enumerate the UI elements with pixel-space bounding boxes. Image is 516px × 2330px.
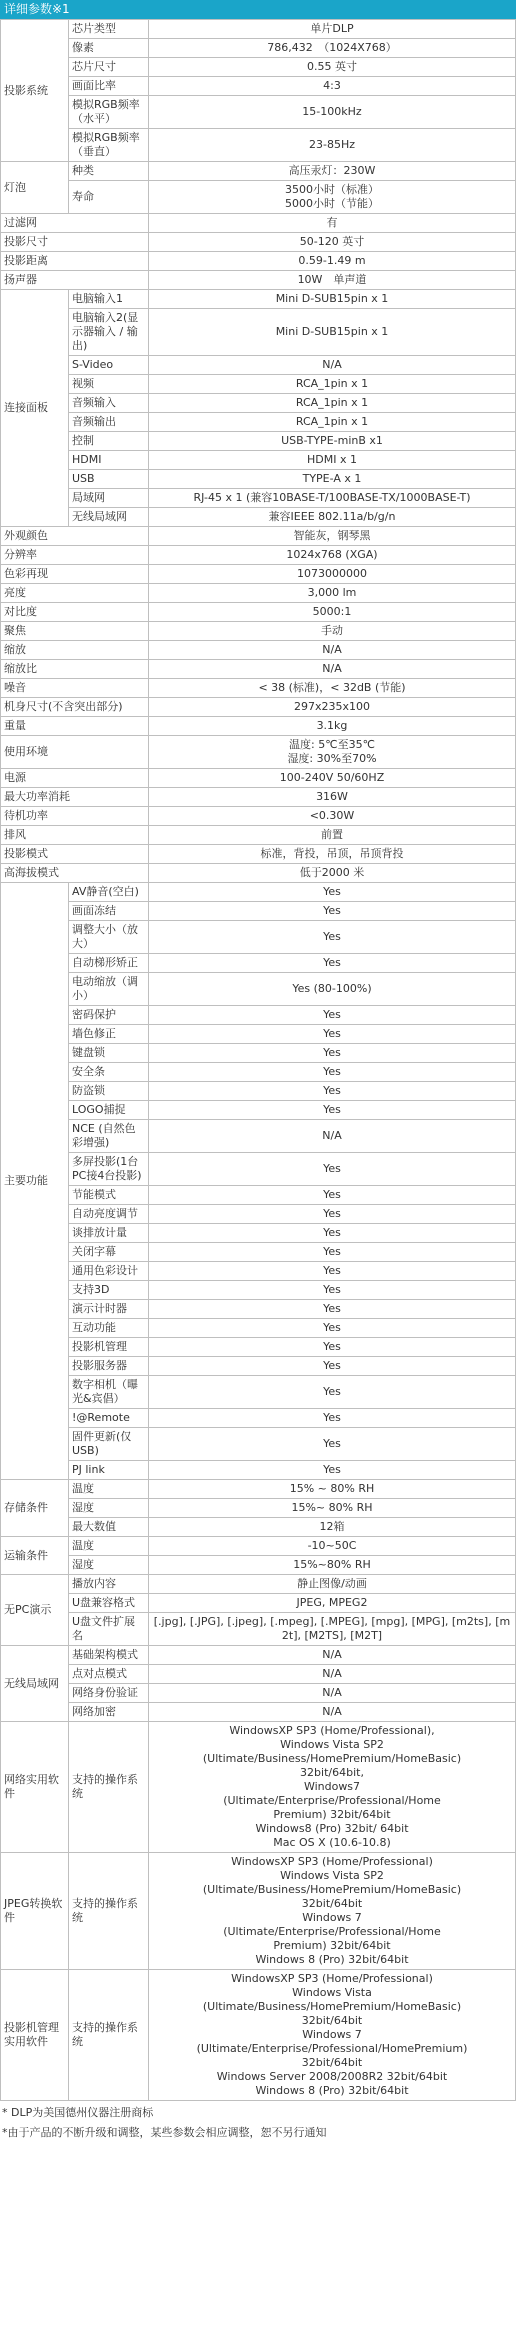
spec-item-label: 视频 — [69, 375, 149, 394]
spec-item-label: LOGO捕捉 — [69, 1101, 149, 1120]
spec-item-value: 3500小时（标准） 5000小时（节能） — [149, 181, 516, 214]
spec-item-label: 支持的操作系统 — [69, 1970, 149, 2101]
spec-item-value: Yes — [149, 1461, 516, 1480]
spec-row — [1, 1120, 516, 1153]
spec-group-label: 排风 — [1, 826, 149, 845]
spec-row — [1, 181, 516, 214]
spec-item-label: S-Video — [69, 356, 149, 375]
spec-item-label: 节能模式 — [69, 1186, 149, 1205]
spec-item-label: 湿度 — [69, 1499, 149, 1518]
spec-item-label: 自动梯形矫正 — [69, 954, 149, 973]
spec-item-value: HDMI x 1 — [149, 451, 516, 470]
spec-item-label: 音频输入 — [69, 394, 149, 413]
spec-item-label: 局域网 — [69, 489, 149, 508]
spec-row — [1, 129, 516, 162]
spec-row — [1, 736, 516, 769]
spec-item-label: U盘文件扩展名 — [69, 1613, 149, 1646]
spec-item-value: Yes — [149, 921, 516, 954]
spec-row — [1, 1556, 516, 1575]
spec-item-value: N/A — [149, 1684, 516, 1703]
spec-row — [1, 1646, 516, 1665]
spec-row — [1, 1101, 516, 1120]
spec-item-value: Yes — [149, 1082, 516, 1101]
spec-item-value: 10W 单声道 — [149, 271, 516, 290]
spec-section-title: 详细参数※1 — [4, 2, 70, 16]
spec-item-label: 像素 — [69, 39, 149, 58]
spec-row — [1, 1338, 516, 1357]
spec-item-label: 通用色彩设计 — [69, 1262, 149, 1281]
spec-row — [1, 1575, 516, 1594]
spec-row — [1, 546, 516, 565]
spec-row — [1, 584, 516, 603]
spec-item-value: 标准，背投，吊顶，吊顶背投 — [149, 845, 516, 864]
spec-item-value: Yes — [149, 883, 516, 902]
spec-item-label: 关闭字幕 — [69, 1243, 149, 1262]
spec-item-value: RCA_1pin x 1 — [149, 375, 516, 394]
spec-group-label: 连接面板 — [1, 290, 69, 527]
spec-item-value: 15-100kHz — [149, 96, 516, 129]
spec-item-label: 温度 — [69, 1537, 149, 1556]
spec-group-label: 对比度 — [1, 603, 149, 622]
spec-item-value: Yes — [149, 1300, 516, 1319]
spec-group-label: 运输条件 — [1, 1537, 69, 1575]
spec-row — [1, 1186, 516, 1205]
spec-row — [1, 679, 516, 698]
spec-row — [1, 622, 516, 641]
spec-item-label: 安全条 — [69, 1063, 149, 1082]
spec-item-value: Yes — [149, 1338, 516, 1357]
spec-item-label: 防盗锁 — [69, 1082, 149, 1101]
spec-item-label: 自动亮度调节 — [69, 1205, 149, 1224]
spec-row — [1, 660, 516, 679]
spec-item-value: Yes — [149, 1409, 516, 1428]
spec-item-value: 高压汞灯：230W — [149, 162, 516, 181]
spec-item-value: 786,432 （1024X768） — [149, 39, 516, 58]
spec-item-value: <0.30W — [149, 807, 516, 826]
spec-row — [1, 883, 516, 902]
spec-item-value: Yes — [149, 1319, 516, 1338]
spec-item-value: 4:3 — [149, 77, 516, 96]
spec-item-value: 静止图像/动画 — [149, 1575, 516, 1594]
spec-group-label: 最大功率消耗 — [1, 788, 149, 807]
spec-item-value: RCA_1pin x 1 — [149, 413, 516, 432]
spec-item-value: Yes — [149, 954, 516, 973]
spec-item-value: 有 — [149, 214, 516, 233]
spec-row — [1, 1461, 516, 1480]
spec-group-label: 色彩再现 — [1, 565, 149, 584]
spec-row — [1, 451, 516, 470]
spec-item-value: Mini D-SUB15pin x 1 — [149, 290, 516, 309]
spec-row — [1, 902, 516, 921]
spec-row — [1, 565, 516, 584]
spec-row — [1, 271, 516, 290]
spec-item-value: 3.1kg — [149, 717, 516, 736]
spec-item-label: 数字相机（曝光&宾倡） — [69, 1376, 149, 1409]
spec-item-value: 5000:1 — [149, 603, 516, 622]
spec-group-label: 投影模式 — [1, 845, 149, 864]
spec-item-label: 芯片类型 — [69, 20, 149, 39]
spec-item-value: RJ-45 x 1 (兼容10BASE-T/100BASE-TX/1000BASE-T) — [149, 489, 516, 508]
spec-row — [1, 641, 516, 660]
spec-row — [1, 973, 516, 1006]
spec-row — [1, 375, 516, 394]
spec-row — [1, 864, 516, 883]
spec-table — [0, 19, 516, 2101]
spec-row — [1, 788, 516, 807]
spec-item-value: 智能灰，钢琴黑 — [149, 527, 516, 546]
spec-item-value: Yes — [149, 1376, 516, 1409]
spec-item-label: 网络身份验证 — [69, 1684, 149, 1703]
spec-item-label: 投影机管理 — [69, 1338, 149, 1357]
spec-item-label: U盘兼容格式 — [69, 1594, 149, 1613]
spec-group-label: 重量 — [1, 717, 149, 736]
spec-item-value: WindowsXP SP3 (Home/Professional) Windows Vista SP2 (Ultimate/Business/HomePremium/HomeBasic) 32bit/64bit Windows 7 (Ultimate/Enterprise/Professional/Home Premium) 32bit/64bit Windows 8 (Pro) 32bit/64bit — [149, 1853, 516, 1970]
spec-row — [1, 77, 516, 96]
spec-group-label: 缩放比 — [1, 660, 149, 679]
spec-item-value: N/A — [149, 1120, 516, 1153]
spec-item-value: < 38 (标准)，< 32dB (节能) — [149, 679, 516, 698]
spec-item-label: 多屏投影(1台PC接4台投影) — [69, 1153, 149, 1186]
spec-row — [1, 845, 516, 864]
spec-item-value: N/A — [149, 660, 516, 679]
spec-item-label: 基础架构模式 — [69, 1646, 149, 1665]
spec-item-label: 调整大小（放大） — [69, 921, 149, 954]
spec-item-label: 演示计时器 — [69, 1300, 149, 1319]
spec-item-label: 模拟RGB频率（垂直） — [69, 129, 149, 162]
spec-group-label: 聚焦 — [1, 622, 149, 641]
spec-row — [1, 1722, 516, 1853]
spec-row — [1, 290, 516, 309]
spec-group-label: 使用环境 — [1, 736, 149, 769]
spec-row — [1, 1518, 516, 1537]
spec-row — [1, 96, 516, 129]
spec-item-label: 芯片尺寸 — [69, 58, 149, 77]
spec-row — [1, 470, 516, 489]
spec-item-value: Yes — [149, 1153, 516, 1186]
spec-group-label: 分辨率 — [1, 546, 149, 565]
spec-row — [1, 1480, 516, 1499]
spec-group-label: 存储条件 — [1, 1480, 69, 1537]
spec-group-label: 投影系统 — [1, 20, 69, 162]
spec-item-label: 寿命 — [69, 181, 149, 214]
spec-item-value: 15% ~ 80% RH — [149, 1480, 516, 1499]
spec-item-value: N/A — [149, 1703, 516, 1722]
spec-group-label: 无PC演示 — [1, 1575, 69, 1646]
spec-item-value: N/A — [149, 1665, 516, 1684]
spec-row — [1, 1262, 516, 1281]
spec-item-value: Yes — [149, 1025, 516, 1044]
spec-item-label: 电脑输入2(显示器输入 / 输出) — [69, 309, 149, 356]
spec-item-label: HDMI — [69, 451, 149, 470]
spec-item-label: 电脑输入1 — [69, 290, 149, 309]
spec-item-value: Yes — [149, 1428, 516, 1461]
footnote-2: *由于产品的不断升级和调整，某些参数会相应调整，恕不另行通知 — [2, 2126, 327, 2139]
spec-group-label: 高海拔模式 — [1, 864, 149, 883]
spec-item-value: Yes — [149, 1063, 516, 1082]
spec-group-label: 投影距离 — [1, 252, 149, 271]
spec-row — [1, 603, 516, 622]
spec-row — [1, 162, 516, 181]
spec-row — [1, 1300, 516, 1319]
spec-item-value: Yes — [149, 1205, 516, 1224]
spec-row — [1, 1703, 516, 1722]
spec-row — [1, 394, 516, 413]
spec-item-label: 支持3D — [69, 1281, 149, 1300]
spec-item-label: 种类 — [69, 162, 149, 181]
spec-row — [1, 1063, 516, 1082]
spec-row — [1, 1357, 516, 1376]
spec-row — [1, 1594, 516, 1613]
spec-row — [1, 1082, 516, 1101]
spec-item-value: N/A — [149, 356, 516, 375]
spec-group-label: 机身尺寸(不含突出部分) — [1, 698, 149, 717]
spec-row — [1, 527, 516, 546]
spec-row — [1, 233, 516, 252]
spec-item-label: 网络加密 — [69, 1703, 149, 1722]
spec-item-value: Yes (80-100%) — [149, 973, 516, 1006]
spec-group-label: 亮度 — [1, 584, 149, 603]
spec-item-value: -10~50C — [149, 1537, 516, 1556]
spec-group-label: 灯泡 — [1, 162, 69, 214]
spec-item-label: 电动缩放（调小） — [69, 973, 149, 1006]
spec-item-value: N/A — [149, 641, 516, 660]
spec-group-label: 缩放 — [1, 641, 149, 660]
spec-group-label: 无线局域网 — [1, 1646, 69, 1722]
spec-item-value: 316W — [149, 788, 516, 807]
spec-row — [1, 1006, 516, 1025]
spec-row — [1, 698, 516, 717]
spec-row — [1, 717, 516, 736]
spec-item-value: TYPE-A x 1 — [149, 470, 516, 489]
spec-row — [1, 356, 516, 375]
spec-item-value: Yes — [149, 1186, 516, 1205]
spec-row — [1, 807, 516, 826]
spec-item-value: RCA_1pin x 1 — [149, 394, 516, 413]
spec-item-value: Yes — [149, 1243, 516, 1262]
spec-item-label: 音频输出 — [69, 413, 149, 432]
spec-item-label: 键盘锁 — [69, 1044, 149, 1063]
spec-item-label: 画面比率 — [69, 77, 149, 96]
spec-item-value: Yes — [149, 1006, 516, 1025]
spec-item-label: 墙色修正 — [69, 1025, 149, 1044]
spec-row — [1, 1684, 516, 1703]
spec-item-label: USB — [69, 470, 149, 489]
spec-table-body — [1, 20, 516, 2101]
spec-group-label: 主要功能 — [1, 883, 69, 1480]
spec-item-label: NCE (自然色彩增强) — [69, 1120, 149, 1153]
spec-row — [1, 1853, 516, 1970]
spec-group-label: 待机功率 — [1, 807, 149, 826]
spec-row — [1, 1376, 516, 1409]
spec-item-label: 点对点模式 — [69, 1665, 149, 1684]
spec-row — [1, 1153, 516, 1186]
spec-row — [1, 1243, 516, 1262]
spec-item-label: AV静音(空白) — [69, 883, 149, 902]
spec-item-label: 固件更新(仅USB) — [69, 1428, 149, 1461]
spec-group-label: 投影机管理实用软件 — [1, 1970, 69, 2101]
spec-item-value: N/A — [149, 1646, 516, 1665]
spec-item-value: 低于2000 米 — [149, 864, 516, 883]
spec-row — [1, 1499, 516, 1518]
spec-row — [1, 1044, 516, 1063]
spec-item-value: Yes — [149, 1101, 516, 1120]
spec-row — [1, 39, 516, 58]
spec-group-label: 外观颜色 — [1, 527, 149, 546]
spec-item-label: 互动功能 — [69, 1319, 149, 1338]
spec-item-value: 23-85Hz — [149, 129, 516, 162]
spec-row — [1, 1537, 516, 1556]
spec-item-value: 手动 — [149, 622, 516, 641]
spec-row — [1, 432, 516, 451]
spec-group-label: 电源 — [1, 769, 149, 788]
spec-item-label: 密码保护 — [69, 1006, 149, 1025]
spec-item-value: 100-240V 50/60HZ — [149, 769, 516, 788]
spec-item-value: JPEG, MPEG2 — [149, 1594, 516, 1613]
spec-row — [1, 1025, 516, 1044]
spec-item-value: USB-TYPE-minB x1 — [149, 432, 516, 451]
spec-item-value: [.jpg], [.JPG], [.jpeg], [.mpeg], [.MPEG], [mpg], [MPG], [m2ts], [m2t], [M2TS], [M2T] — [149, 1613, 516, 1646]
spec-item-value: Yes — [149, 902, 516, 921]
spec-group-label: 过滤网 — [1, 214, 149, 233]
spec-row — [1, 954, 516, 973]
footnote-1: * DLP为美国德州仪器注册商标 — [2, 2106, 154, 2119]
spec-item-value: Mini D-SUB15pin x 1 — [149, 309, 516, 356]
spec-row — [1, 20, 516, 39]
spec-row — [1, 58, 516, 77]
spec-item-label: 支持的操作系统 — [69, 1722, 149, 1853]
spec-item-label: 画面冻结 — [69, 902, 149, 921]
spec-item-value: 0.55 英寸 — [149, 58, 516, 77]
spec-item-value: 1024x768 (XGA) — [149, 546, 516, 565]
spec-item-label: 控制 — [69, 432, 149, 451]
spec-group-label: 噪音 — [1, 679, 149, 698]
spec-row — [1, 309, 516, 356]
spec-item-label: 湿度 — [69, 1556, 149, 1575]
spec-group-label: 网络实用软件 — [1, 1722, 69, 1853]
spec-item-value: 兼容IEEE 802.11a/b/g/n — [149, 508, 516, 527]
spec-item-value: 前置 — [149, 826, 516, 845]
spec-row — [1, 1665, 516, 1684]
spec-item-label: 无线局域网 — [69, 508, 149, 527]
spec-item-label: 谈排放计量 — [69, 1224, 149, 1243]
spec-item-value: 3,000 lm — [149, 584, 516, 603]
spec-item-value: Yes — [149, 1262, 516, 1281]
spec-item-value: 297x235x100 — [149, 698, 516, 717]
spec-item-label: 模拟RGB频率（水平） — [69, 96, 149, 129]
spec-item-value: Yes — [149, 1224, 516, 1243]
spec-row — [1, 921, 516, 954]
spec-item-value: 0.59-1.49 m — [149, 252, 516, 271]
spec-row — [1, 1409, 516, 1428]
spec-row — [1, 1428, 516, 1461]
spec-item-label: 播放内容 — [69, 1575, 149, 1594]
spec-item-value: WindowsXP SP3 (Home/Professional), Windows Vista SP2 (Ultimate/Business/HomePremium/HomeBasic) 32bit/64bit, Windows7 (Ultimate/Enterprise/Professional/Home Premium) 32bit/64bit Windows8 (Pro) 32bit/ 64bit Mac OS X (10.6-10.8) — [149, 1722, 516, 1853]
spec-item-value: 15%~80% RH — [149, 1556, 516, 1575]
spec-row — [1, 1224, 516, 1243]
spec-row — [1, 1970, 516, 2101]
spec-item-value: 50-120 英寸 — [149, 233, 516, 252]
spec-item-label: 投影服务器 — [69, 1357, 149, 1376]
spec-row — [1, 1205, 516, 1224]
spec-section-header — [0, 0, 516, 19]
spec-item-label: PJ link — [69, 1461, 149, 1480]
spec-row — [1, 214, 516, 233]
spec-row — [1, 489, 516, 508]
spec-row — [1, 1281, 516, 1300]
spec-item-label: 最大数值 — [69, 1518, 149, 1537]
spec-item-label: 支持的操作系统 — [69, 1853, 149, 1970]
spec-row — [1, 508, 516, 527]
spec-item-label: 温度 — [69, 1480, 149, 1499]
spec-item-value: 温度: 5℃至35℃ 湿度: 30%至70% — [149, 736, 516, 769]
spec-item-value: 12箱 — [149, 1518, 516, 1537]
spec-row — [1, 413, 516, 432]
spec-item-value: 1073000000 — [149, 565, 516, 584]
spec-group-label: 投影尺寸 — [1, 233, 149, 252]
spec-row — [1, 1319, 516, 1338]
spec-item-value: WindowsXP SP3 (Home/Professional) Windows Vista (Ultimate/Business/HomePremium/HomeBasic) 32bit/64bit Windows 7 (Ultimate/Enterprise/Professional/HomePremium) 32bit/64bit Windows Server 2008/2008R2 32bit/64bit Windows 8 (Pro) 32bit/64bit — [149, 1970, 516, 2101]
spec-row — [1, 252, 516, 271]
spec-item-value: Yes — [149, 1281, 516, 1300]
spec-item-value: 15%~ 80% RH — [149, 1499, 516, 1518]
spec-group-label: JPEG转换软件 — [1, 1853, 69, 1970]
spec-item-value: Yes — [149, 1357, 516, 1376]
spec-item-label: !@Remote — [69, 1409, 149, 1428]
spec-item-value: 单片DLP — [149, 20, 516, 39]
spec-group-label: 扬声器 — [1, 271, 149, 290]
spec-row — [1, 826, 516, 845]
spec-row — [1, 769, 516, 788]
spec-row — [1, 1613, 516, 1646]
spec-item-value: Yes — [149, 1044, 516, 1063]
